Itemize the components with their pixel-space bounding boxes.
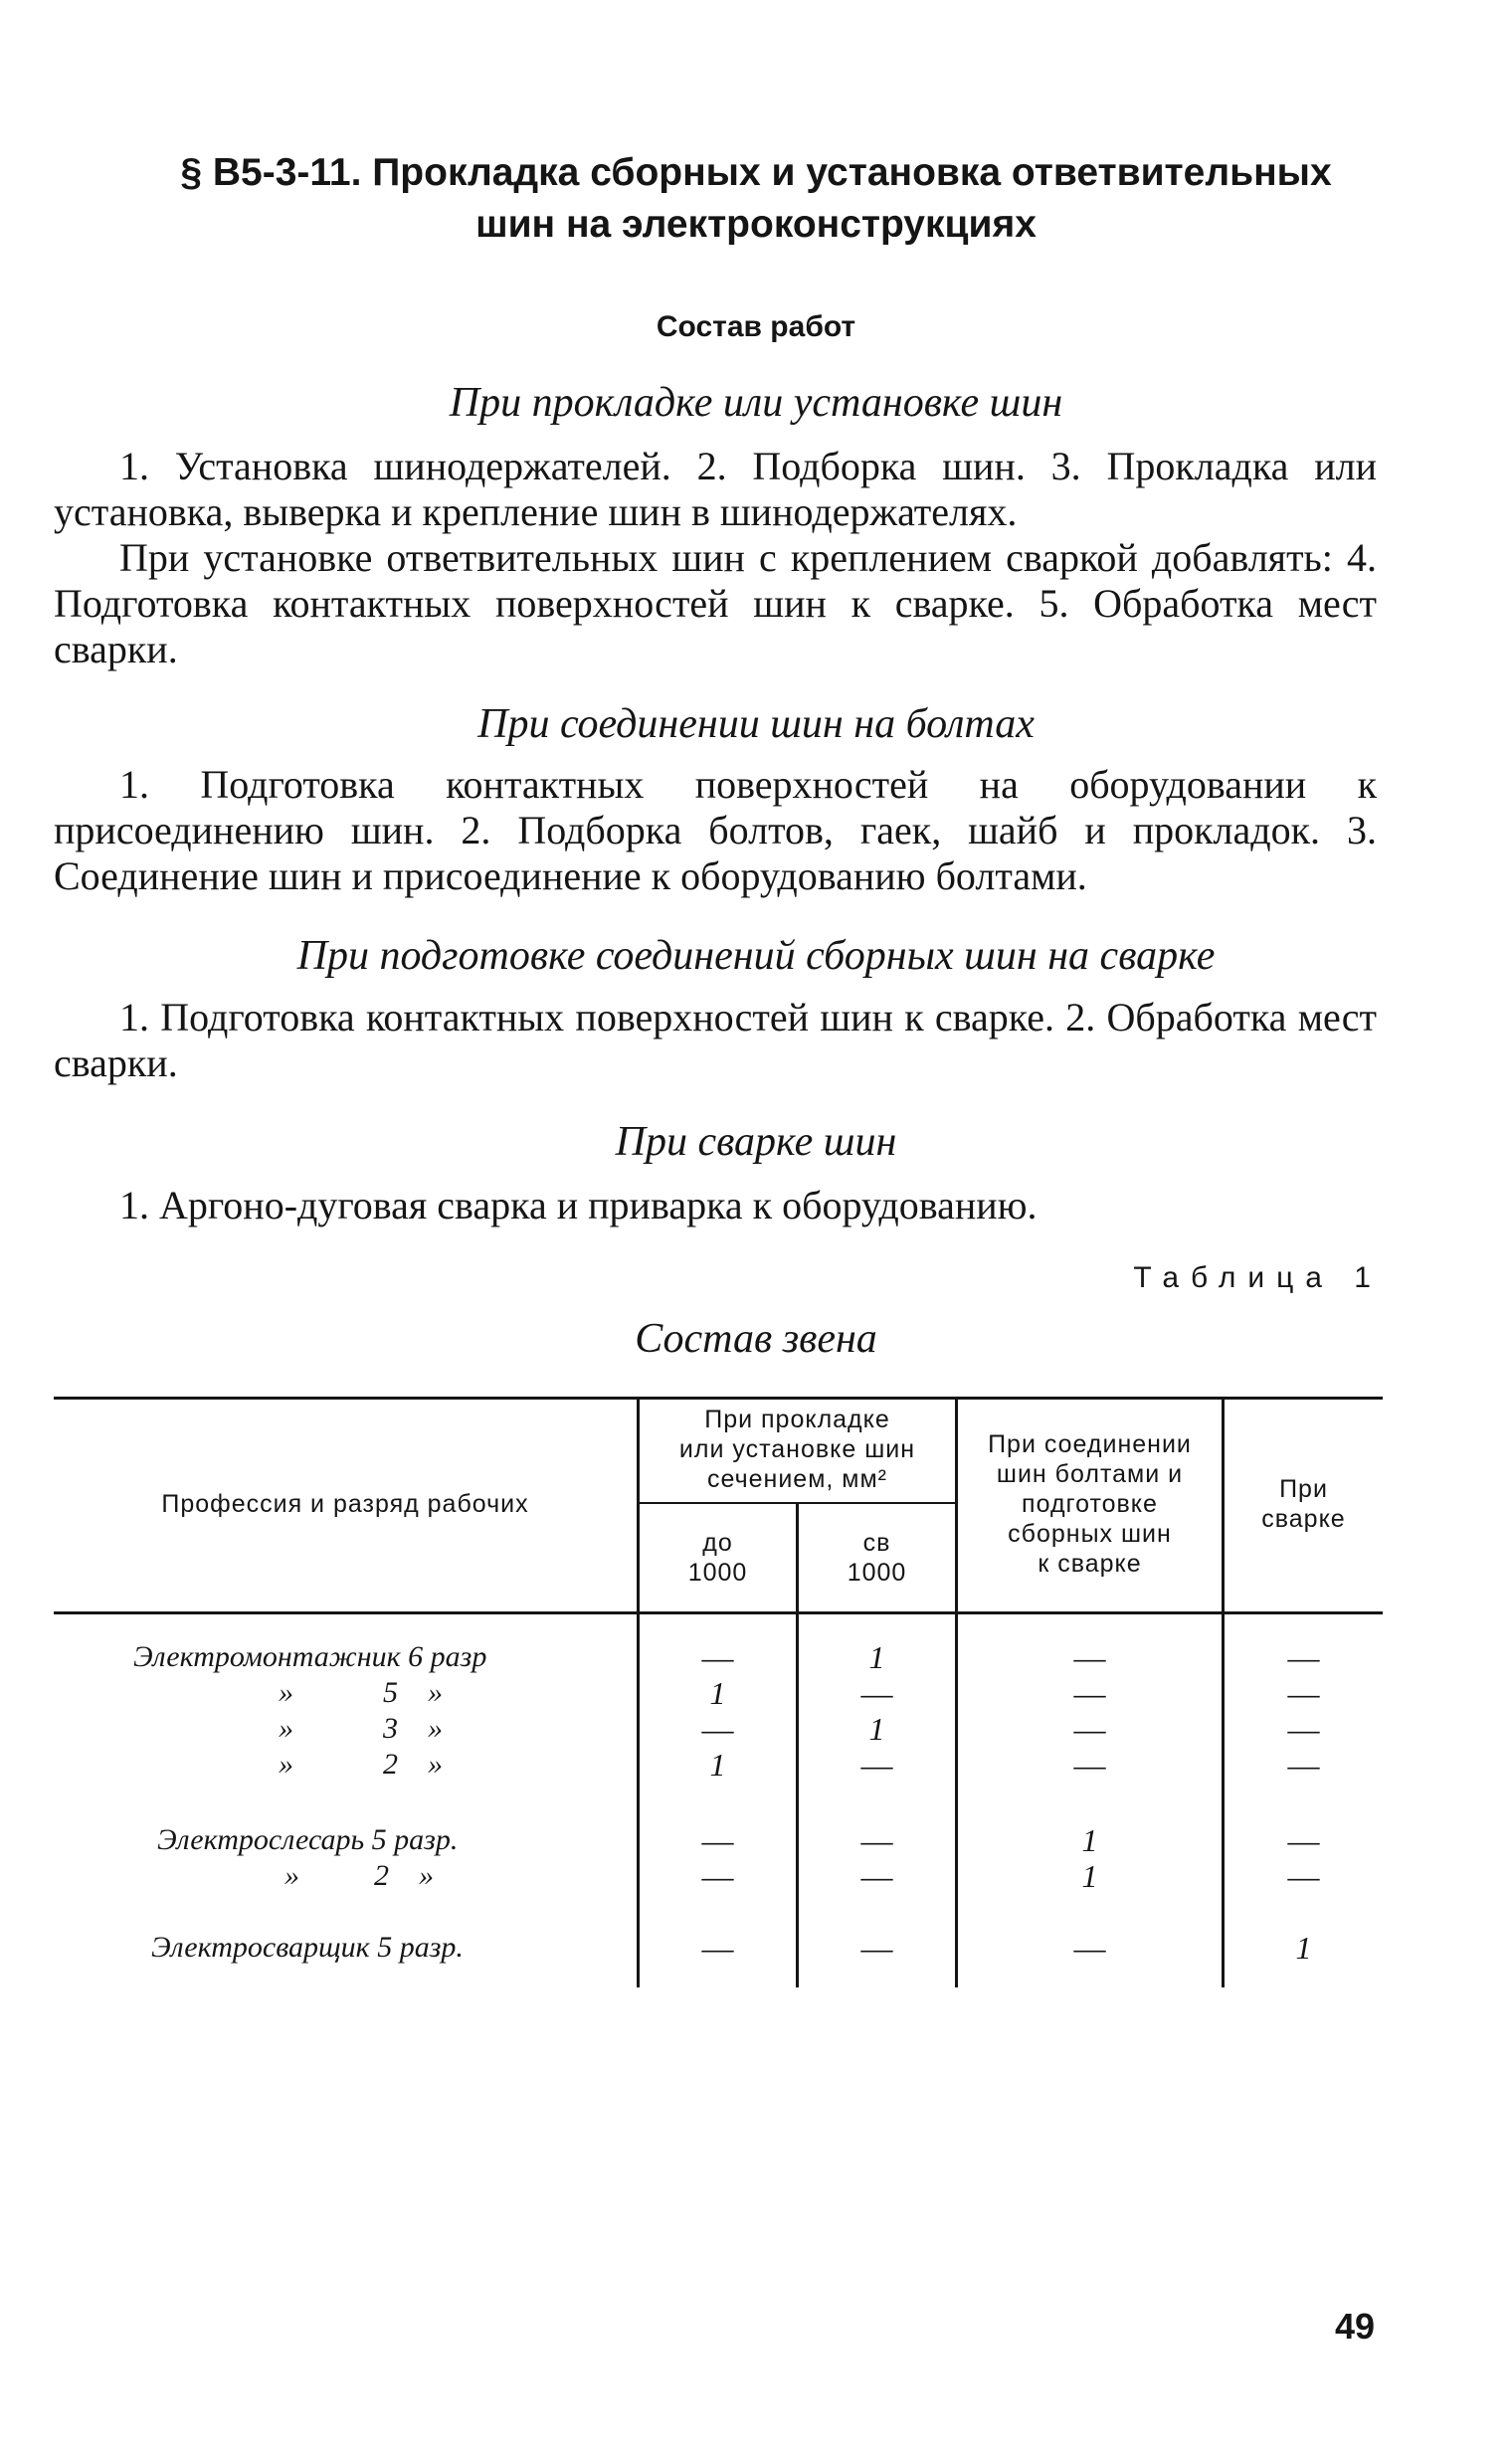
cell-upto: 1 [709,1747,726,1783]
table-row-profession: Электромонтажник 6 разр [133,1640,487,1673]
cell-over: — [860,1930,893,1966]
table-row-profession: Электрослесарь 5 разр. [157,1823,459,1856]
cell-bolted: — [1073,1711,1106,1747]
cell-bolted: — [1073,1675,1106,1711]
header-text: При соединении [988,1430,1192,1458]
header-text: Профессия и разряд рабочих [161,1490,529,1518]
cell-upto: — [701,1930,734,1966]
work-paragraph-bolted [54,762,1377,899]
header-text: подготовке [1022,1490,1158,1518]
header-text: св [862,1529,891,1557]
table-row-profession: » 5 » [279,1676,443,1709]
paragraph-text: 1. Установка шинодержателей. 2. Подборка шин. 3. Прокладка или установка, выверка и крепление шин в шинодержателях. [54,444,1377,534]
section-title-line-2: шин на электроконструкциях [475,203,1037,246]
header-text: При прокладке [704,1406,890,1433]
header-text: 1000 [847,1559,907,1587]
cell-upto: 1 [709,1675,726,1711]
work-heading-bolted: При соединении шин на болтах [477,701,1035,747]
cell-over: — [860,1675,893,1711]
table-row-profession: Электросварщик 5 разр. [151,1931,464,1964]
cell-bolted: 1 [1081,1822,1098,1858]
cell-bolted: 1 [1081,1858,1098,1894]
header-bottom-rule [54,1611,1383,1614]
header-bolted [958,1397,1222,1611]
paragraph-text: 1. Подготовка контактных поверхностей шин к сварке. 2. Обработка мест сварки. [54,995,1377,1085]
composition-heading: Состав работ [656,310,856,343]
work-paragraph-laying-2 [54,535,1377,672]
header-upto-1000 [640,1504,796,1611]
table-row-profession: » 3 » [279,1712,443,1745]
work-paragraph-laying-1 [54,444,1377,535]
work-heading-laying: При прокладке или установке шин [449,380,1063,426]
cell-welding: — [1287,1822,1320,1858]
header-text: до [702,1529,733,1557]
table-title: Состав звена [635,1316,877,1362]
work-paragraph-weld-prep [54,995,1377,1086]
table-row-profession: » 2 » [284,1859,434,1892]
section-title [60,147,1452,251]
paragraph-text: При установке ответвительных шин с креплением сваркой добавлять: 4. Подготовка контактных поверхностей шин к сварке. 5. Обработка мест сварки. [54,535,1377,671]
cell-bolted: — [1073,1930,1106,1966]
cell-welding: — [1287,1747,1320,1783]
cell-upto: — [701,1822,734,1858]
header-text: сварке [1261,1505,1346,1533]
header-welding [1225,1397,1383,1611]
cell-over: — [860,1858,893,1894]
header-text: или установке шин [678,1435,916,1463]
cell-upto: — [701,1858,734,1894]
table-caption: Таблица 1 [1133,1261,1383,1294]
header-text: При [1279,1475,1328,1503]
header-text: сечением, мм² [707,1465,887,1493]
header-profession [54,1397,637,1611]
section-title-line-1: § В5-3-11. Прокладка сборных и установка ответвительных [180,151,1332,194]
cell-bolted: — [1073,1639,1106,1675]
paragraph-text: 1. Подготовка контактных поверхностей на оборудовании к присоединению шин. 2. Подборка болтов, гаек, шайб и прокладок. 3. Соединение шин и присоединение к оборудованию болтами. [54,762,1377,898]
work-heading-weld-prep: При подготовке соединений сборных шин на сварке [296,933,1216,979]
header-text: к сварке [1038,1550,1142,1578]
work-heading-welding: При сварке шин [615,1119,897,1165]
cell-upto: — [701,1711,734,1747]
header-text: шин болтами и [996,1460,1184,1488]
cell-bolted: — [1073,1747,1106,1783]
paragraph-text: 1. Аргоно-дуговая сварка и приварка к оборудованию. [119,1183,1038,1227]
cell-welding: — [1287,1639,1320,1675]
cell-over: 1 [868,1639,885,1675]
cell-upto: — [701,1639,734,1675]
work-paragraph-welding [54,1183,1377,1228]
cell-welding: — [1287,1858,1320,1894]
header-text: 1000 [687,1559,748,1587]
header-text: сборных шин [1008,1520,1172,1548]
cell-welding: — [1287,1675,1320,1711]
page-number: 49 [1334,2306,1375,2347]
table-row-profession: » 2 » [279,1748,443,1781]
header-over-1000 [799,1504,955,1611]
cell-welding: — [1287,1711,1320,1747]
header-laying [640,1397,955,1502]
cell-welding: 1 [1295,1930,1312,1966]
cell-over: 1 [868,1711,885,1747]
cell-over: — [860,1747,893,1783]
cell-over: — [860,1822,893,1858]
crew-table [54,1397,1383,1987]
